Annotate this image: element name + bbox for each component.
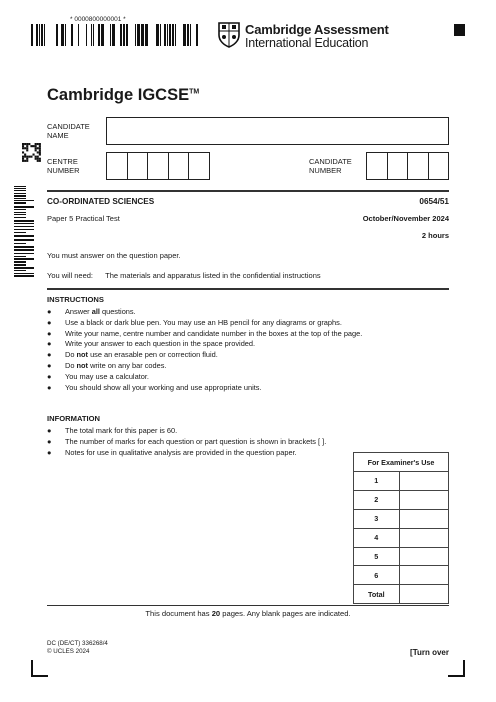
turn-over[interactable]: [Turn over bbox=[410, 648, 449, 657]
centre-digit-box[interactable] bbox=[188, 152, 210, 180]
qualification-title: Cambridge IGCSE™ bbox=[47, 86, 200, 104]
answer-note: You must answer on the question paper. bbox=[47, 251, 181, 260]
crop-mark-top-right bbox=[454, 24, 465, 36]
cambridge-shield-icon bbox=[218, 22, 240, 48]
you-will-need bbox=[47, 271, 321, 280]
examiner-table-row bbox=[354, 490, 449, 509]
candidate-digit-box[interactable] bbox=[366, 152, 388, 180]
candidate-digit-box[interactable] bbox=[428, 152, 450, 180]
instruction-item: ● Use a black or dark blue pen. You may use an HB pencil for any diagrams or graphs. bbox=[47, 317, 342, 327]
centre-digit-box[interactable] bbox=[168, 152, 190, 180]
mark-cell bbox=[399, 472, 448, 491]
information-item: ● Notes for use in qualitative analysis are provided in the question paper. bbox=[47, 448, 297, 457]
brand-line2: International Education bbox=[245, 36, 369, 50]
side-barcode bbox=[14, 186, 34, 280]
page-count-note: This document has 20 pages. Any blank pages are indicated. bbox=[145, 609, 351, 618]
bullet: ● bbox=[47, 437, 52, 446]
mark-cell bbox=[399, 528, 448, 547]
exam-session: October/November 2024 bbox=[362, 214, 449, 223]
question-number: 4 bbox=[354, 528, 400, 547]
question-number: 3 bbox=[354, 509, 400, 528]
centre-number-label: CENTRE NUMBER bbox=[47, 157, 80, 175]
examiner-table-heading: For Examiner's Use bbox=[354, 453, 449, 472]
question-number: 6 bbox=[354, 566, 400, 585]
brand-line1: Cambridge Assessment bbox=[245, 22, 389, 37]
document-code: DC (DE/CT) 336268/4 bbox=[47, 640, 108, 647]
instruction-item: ● You should show all your working and use appropriate units. bbox=[47, 382, 262, 392]
bullet: ● bbox=[47, 328, 52, 338]
information-heading: INFORMATION bbox=[47, 414, 101, 423]
bullet: ● bbox=[47, 361, 52, 370]
exam-duration: 2 hours bbox=[421, 231, 449, 240]
examiner-table bbox=[353, 452, 449, 604]
subject-title: CO-ORDINATED SCIENCES bbox=[47, 197, 155, 206]
bullet: ● bbox=[47, 371, 52, 381]
barcode-number: * 0000800000001 * bbox=[70, 16, 126, 23]
candidate-number-label: CANDIDATE NUMBER bbox=[309, 157, 352, 175]
question-number: 1 bbox=[354, 472, 400, 491]
question-number: 5 bbox=[354, 547, 400, 566]
instruction-item: ● Do not use an erasable pen or correction fluid. bbox=[47, 350, 218, 360]
you-will-need-label: You will need: bbox=[47, 271, 94, 280]
mark-cell bbox=[399, 566, 448, 585]
centre-digit-box[interactable] bbox=[106, 152, 128, 180]
question-number: Total bbox=[354, 585, 400, 604]
bullet: ● bbox=[47, 307, 52, 316]
instructions-heading: INSTRUCTIONS bbox=[47, 295, 104, 304]
bullet: ● bbox=[47, 350, 52, 360]
trademark: TM bbox=[189, 88, 200, 96]
instruction-item: ● You may use a calculator. bbox=[47, 371, 149, 381]
bullet: ● bbox=[47, 339, 52, 349]
top-barcode bbox=[31, 24, 203, 46]
question-number: 2 bbox=[354, 490, 400, 509]
bullet: ● bbox=[47, 317, 52, 327]
candidate-digit-box[interactable] bbox=[387, 152, 409, 180]
candidate-number-boxes[interactable] bbox=[366, 152, 449, 180]
bullet: ● bbox=[47, 382, 52, 392]
examiner-table-row bbox=[354, 528, 449, 547]
mark-cell bbox=[399, 547, 448, 566]
mark-cell bbox=[399, 490, 448, 509]
crop-mark-bottom-left-h bbox=[31, 675, 48, 677]
crop-mark-bottom-right-h bbox=[448, 675, 465, 677]
bullet: ● bbox=[47, 448, 52, 457]
examiner-table-row bbox=[354, 509, 449, 528]
examiner-table-row bbox=[354, 585, 449, 604]
instruction-item: ● Write your answer to each question in the space provided. bbox=[47, 339, 256, 349]
mark-cell bbox=[399, 585, 448, 604]
divider bbox=[47, 190, 449, 192]
examiner-table-row bbox=[354, 566, 449, 585]
instruction-item: ● Write your name, centre number and candidate number in the boxes at the top of the page. bbox=[47, 328, 363, 338]
instruction-item: ● Do not write on any bar codes. bbox=[47, 361, 167, 370]
examiner-table-row bbox=[354, 547, 449, 566]
copyright: © UCLES 2024 bbox=[47, 648, 90, 655]
candidate-digit-box[interactable] bbox=[407, 152, 429, 180]
paper-code: 0654/51 bbox=[419, 197, 449, 206]
information-item: ● The total mark for this paper is 60. bbox=[47, 426, 178, 435]
candidate-name-label: CANDIDATE NAME bbox=[47, 122, 90, 140]
information-item: ● The number of marks for each question or part question is shown in brackets [ ]. bbox=[47, 437, 327, 446]
you-will-need-text: The materials and apparatus listed in the confidential instructions bbox=[105, 271, 321, 280]
page-count: 20 bbox=[211, 609, 221, 618]
candidate-name-field[interactable] bbox=[106, 117, 449, 145]
centre-digit-box[interactable] bbox=[147, 152, 169, 180]
centre-number-boxes[interactable] bbox=[106, 152, 210, 180]
footer-divider bbox=[47, 605, 449, 606]
bullet: ● bbox=[47, 426, 52, 435]
divider bbox=[47, 288, 449, 290]
instruction-item: ● Answer all questions. bbox=[47, 307, 136, 316]
centre-digit-box[interactable] bbox=[127, 152, 149, 180]
mark-cell bbox=[399, 509, 448, 528]
qr-code bbox=[22, 143, 41, 162]
paper-name: Paper 5 Practical Test bbox=[47, 214, 120, 223]
examiner-table-row bbox=[354, 472, 449, 491]
